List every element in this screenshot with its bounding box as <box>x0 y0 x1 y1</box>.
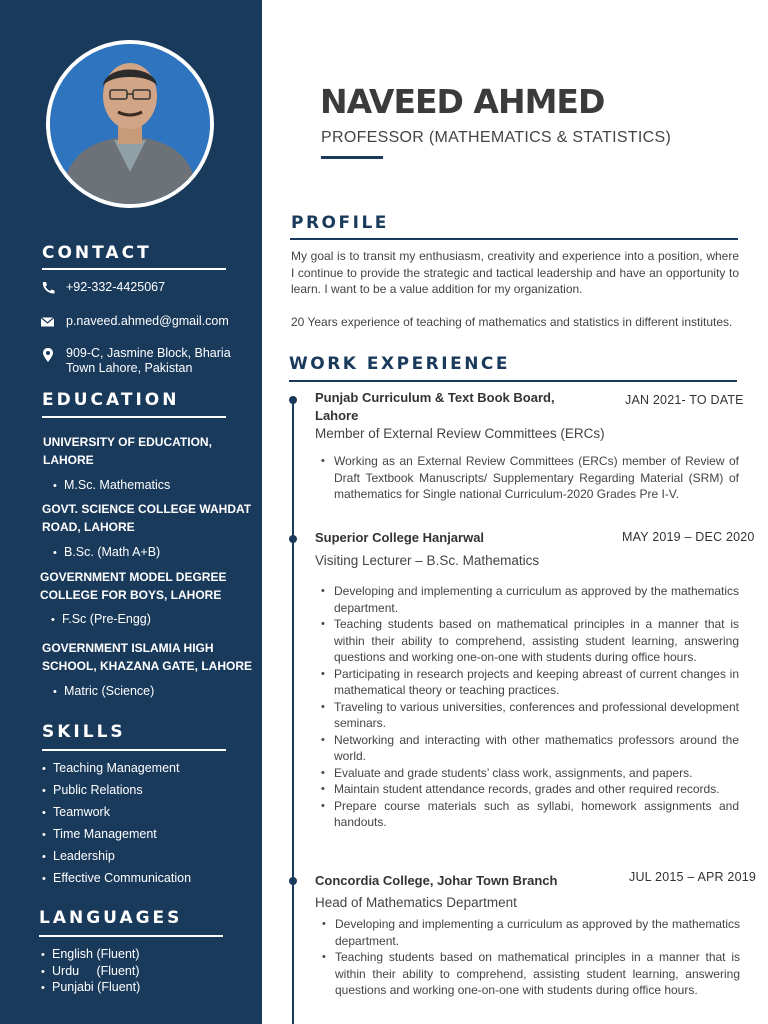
education-school: GOVERNMENT ISLAMIA HIGH SCHOOL, KHAZANA GATE, LAHORE <box>42 641 252 673</box>
work-experience-heading: WORK EXPERIENCE <box>289 354 511 374</box>
job-role: Member of External Review Committees (ERCs) <box>315 426 605 441</box>
education-heading: EDUCATION <box>42 390 180 410</box>
email-address[interactable]: p.naveed.ahmed@gmail.com <box>66 314 229 328</box>
timeline-dot <box>289 877 297 885</box>
timeline-dot <box>289 396 297 404</box>
education-degree: • F.Sc (Pre-Engg) <box>51 612 151 626</box>
job-duties <box>315 583 739 831</box>
skill-item: • Effective Communication <box>42 871 191 885</box>
contact-heading: CONTACT <box>42 243 152 263</box>
languages-divider <box>39 935 223 937</box>
profile-paragraph: My goal is to transit my enthusiasm, creativity and experience into a position, where I continue to provide the strategic and tactical leadership and have an opportunity to learn. I want to be a value addition for my organization. <box>291 249 739 296</box>
language-item: • English (Fluent) <box>41 947 140 961</box>
job-organization: Superior College Hanjarwal <box>315 530 485 545</box>
sidebar <box>0 0 262 1024</box>
contact-address <box>40 346 231 376</box>
job-organization: Concordia College, Johar Town Branch <box>315 873 558 888</box>
location-pin-icon <box>40 347 56 363</box>
duty-item: • Teaching students based on mathematical principles in a manner that is within their ability to comprehend, assisting student learning, answering questions and working one-on-one with students during office hours. <box>315 616 739 666</box>
duty-item: • Evaluate and grade students’ class work, assignments, and papers. <box>315 765 739 782</box>
skill-item: • Public Relations <box>42 783 143 797</box>
skill-item: • Teaching Management <box>42 761 179 775</box>
candidate-title: PROFESSOR (MATHEMATICS & STATISTICS) <box>321 129 672 146</box>
duty-item: • Participating in research projects and keeping abreast of current changes in mathematical theory or teaching practices. <box>315 666 739 699</box>
education-divider <box>42 416 226 418</box>
duty-item: • Traveling to various universities, conferences and professional development seminars. <box>315 699 739 732</box>
timeline-dot <box>289 535 297 543</box>
language-item: • Urdu (Fluent) <box>41 964 140 978</box>
profile-paragraph: 20 Years experience of teaching of mathematics and statistics in different institutes. <box>291 315 733 329</box>
duty-item: • Developing and implementing a curriculum as approved by the mathematics department. <box>315 583 739 616</box>
candidate-name: NAVEED AHMED <box>320 82 605 121</box>
skills-heading: SKILLS <box>42 722 126 742</box>
duty-item: • Working as an External Review Committees (ERCs) member of Review of Draft Textbook Manuscripts/ Supplementary Regarding Material (SRM) of mathematics for Single national Curriculum-2020 Grades Pre I-V. <box>315 453 739 503</box>
education-school: GOVT. SCIENCE COLLEGE WAHDAT ROAD, LAHORE <box>42 502 252 534</box>
job-role: Visiting Lecturer – B.Sc. Mathematics <box>315 553 540 568</box>
job-organization: Punjab Curriculum & Text Book Board, Lahore <box>315 390 555 423</box>
phone-number[interactable]: +92-332-4425067 <box>66 280 166 294</box>
person-portrait-icon <box>50 44 210 204</box>
timeline-line <box>292 398 294 1024</box>
duty-item: • Networking and interacting with other mathematics professors around the world. <box>315 732 739 765</box>
skill-item: • Leadership <box>42 849 115 863</box>
languages-heading: LANGUAGES <box>39 908 183 928</box>
address-line-1: 909-C, Jasmine Block, Bharia <box>66 346 231 360</box>
education-degree: • M.Sc. Mathematics <box>53 478 170 492</box>
work-experience-divider <box>289 380 737 382</box>
education-degree: • B.Sc. (Math A+B) <box>53 545 160 559</box>
skill-item: • Teamwork <box>42 805 110 819</box>
education-school: UNIVERSITY OF EDUCATION, LAHORE <box>43 435 212 467</box>
profile-photo <box>46 40 214 208</box>
contact-email <box>40 314 229 329</box>
duty-item: • Maintain student attendance records, grades and other required records. <box>315 781 739 798</box>
mail-icon <box>40 315 56 329</box>
profile-divider <box>290 238 738 240</box>
job-duties <box>316 916 740 999</box>
title-underline <box>321 156 383 159</box>
contact-divider <box>42 268 226 270</box>
skill-item: • Time Management <box>42 827 157 841</box>
education-degree: • Matric (Science) <box>53 684 154 698</box>
duty-item: • Teaching students based on mathematical principles in a manner that is within their ability to comprehend, assisting student learning, answering questions and working one-on-one with students during office hours. <box>316 949 740 999</box>
duty-item: • Prepare course materials such as syllabi, homework assignments and handouts. <box>315 798 739 831</box>
job-date: JUL 2015 – APR 2019 <box>629 870 757 884</box>
job-date: MAY 2019 – DEC 2020 <box>622 530 755 544</box>
profile-heading: PROFILE <box>291 213 389 233</box>
job-date: JAN 2021- TO DATE <box>625 393 744 407</box>
job-role: Head of Mathematics Department <box>315 895 517 910</box>
phone-icon <box>40 281 56 295</box>
skills-divider <box>42 749 226 751</box>
duty-item: • Developing and implementing a curriculum as approved by the mathematics department. <box>316 916 740 949</box>
education-school: GOVERNMENT MODEL DEGREE COLLEGE FOR BOYS, LAHORE <box>40 570 227 602</box>
contact-phone <box>40 280 165 295</box>
language-item: • Punjabi (Fluent) <box>41 980 140 994</box>
address-line-2: Town Lahore, Pakistan <box>66 361 193 375</box>
job-duties <box>315 453 739 503</box>
